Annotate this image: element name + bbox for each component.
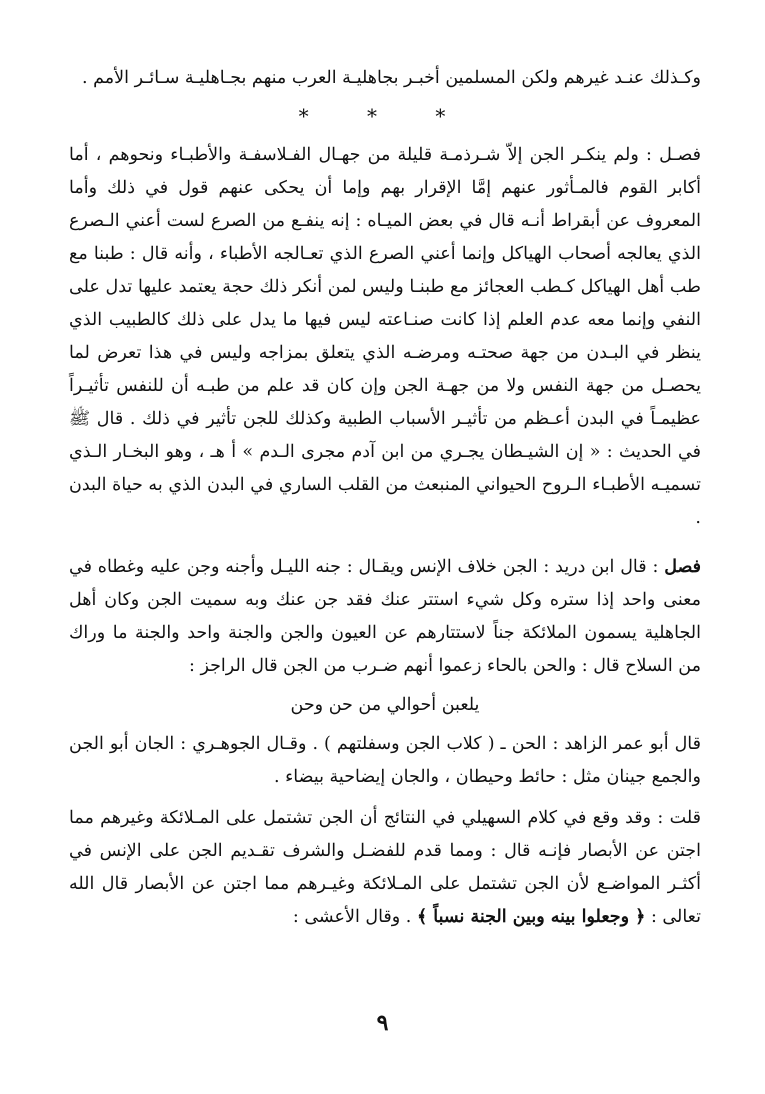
paragraph-5-text: قلت : وقد وقع في كلام السهيلي في النتائج أن الجن تشتمل على المـلائكة وغيرهم مما اجتن عن الأبصار فإنـه قال : ومما قدم للفضـل والشرف تقـديم الجن على الإنس في أكثـر المواضـع لأن الجن تشتمل على المـلائكة وغيـرهم مما اجتن عن الأبصار قال الله تعالى : bbox=[69, 808, 701, 927]
paragraph-1: وكـذلك عنـد غيرهم ولكن المسلمين أخبـر بجاهليـة العرب منهم بجـاهليـة سـائـر الأمم . bbox=[82, 68, 701, 88]
section-label: فصل bbox=[664, 557, 701, 577]
paragraph-4: قال أبو عمر الزاهد : الحن ـ ( كلاب الجن وسفلتهم ) . وقـال الجوهـري : الجان أبو الجن والجمع جينان مثل : حائط وحيطان ، والجان إيضاحية بيضاء . bbox=[69, 734, 701, 787]
paragraph-5 bbox=[69, 802, 701, 934]
paragraph-2: فصـل : ولم ينكـر الجن إلاّ شـرذمـة قليلة من جهـال الفـلاسفـة والأطبـاء ونحوهم ، أما أكابر القوم فالمـأثور عنهم إمَّا الإقرار بهم وإما أن يحكى عنهم قول في ذلك وأما المعروف عن أبقراط أنـه قال في بعض الميـاه : إنه ينفـع من الصرع لست أعني الـصرع الذي يعالجه أصحاب الهياكل وإنما أعني الصرع الذي تعـالجه الأطباء ، وأنه قال : طبنا مع طب أهل الهياكل كـطب العجائز مع طبنـا وليس لمن أنكر ذلك حجة يعتمد عليها تدل على النفي وإنما معه عدم العلم إذا كانت صنـاعته ليس فيها ما يدل على ذلك كالطبيب الذي ينظر في البـدن من جهة صحتـه ومرضـه الذي يتعلق بمزاجه وليس في هذا تعرض لما يحصـل من جهة النفس ولا من جهـة الجن وإن كان قد علم من طبـه أن للنفس تأثيـراً عظيمـاً في البدن أعـظم من تأثيـر الأسباب الطبية وكذلك للجن تأثير في ذلك . قال ﷺ في الحديث : « إن الشيـطان يجـري من ابن آدم مجرى الـدم » أ هـ ، وهو البخـار الـذي تسميـه الأطبـاء الـروح الحيواني المنبعث من القلب الساري في البدن الذي به حياة البدن . bbox=[69, 145, 701, 528]
poem-verse: يلعبن أحوالي من حن وحن bbox=[290, 695, 480, 715]
spacer bbox=[69, 794, 701, 802]
section-separator: * * * bbox=[298, 104, 472, 128]
page-body bbox=[69, 62, 701, 934]
page-number: ٩ bbox=[376, 1010, 389, 1036]
paragraph-5-end: . وقال الأعشى : bbox=[292, 907, 417, 927]
spacer bbox=[69, 535, 701, 551]
quran-quote: ﴿ وجعلوا بينه وبين الجنة نسباً ﴾ bbox=[416, 907, 646, 927]
paragraph-3-text: : قال ابن دريد : الجن خلاف الإنس ويقـال : جنه الليـل وأجنه وجن عليه وغطاه في معنى واحد إذا ستره وكل شيء استتر عنك فقد جن عنك وبه سميت الجن وكان أهل الجاهلية يسمون الملائكة جناً لاستتارهم عن العيون والجن والجنة واحد والجنة ما وراك من السلاح قال : والحن بالحاء زعموا أنهم ضـرب من الجن قال الراجز : bbox=[69, 557, 701, 676]
paragraph-3 bbox=[69, 551, 701, 683]
